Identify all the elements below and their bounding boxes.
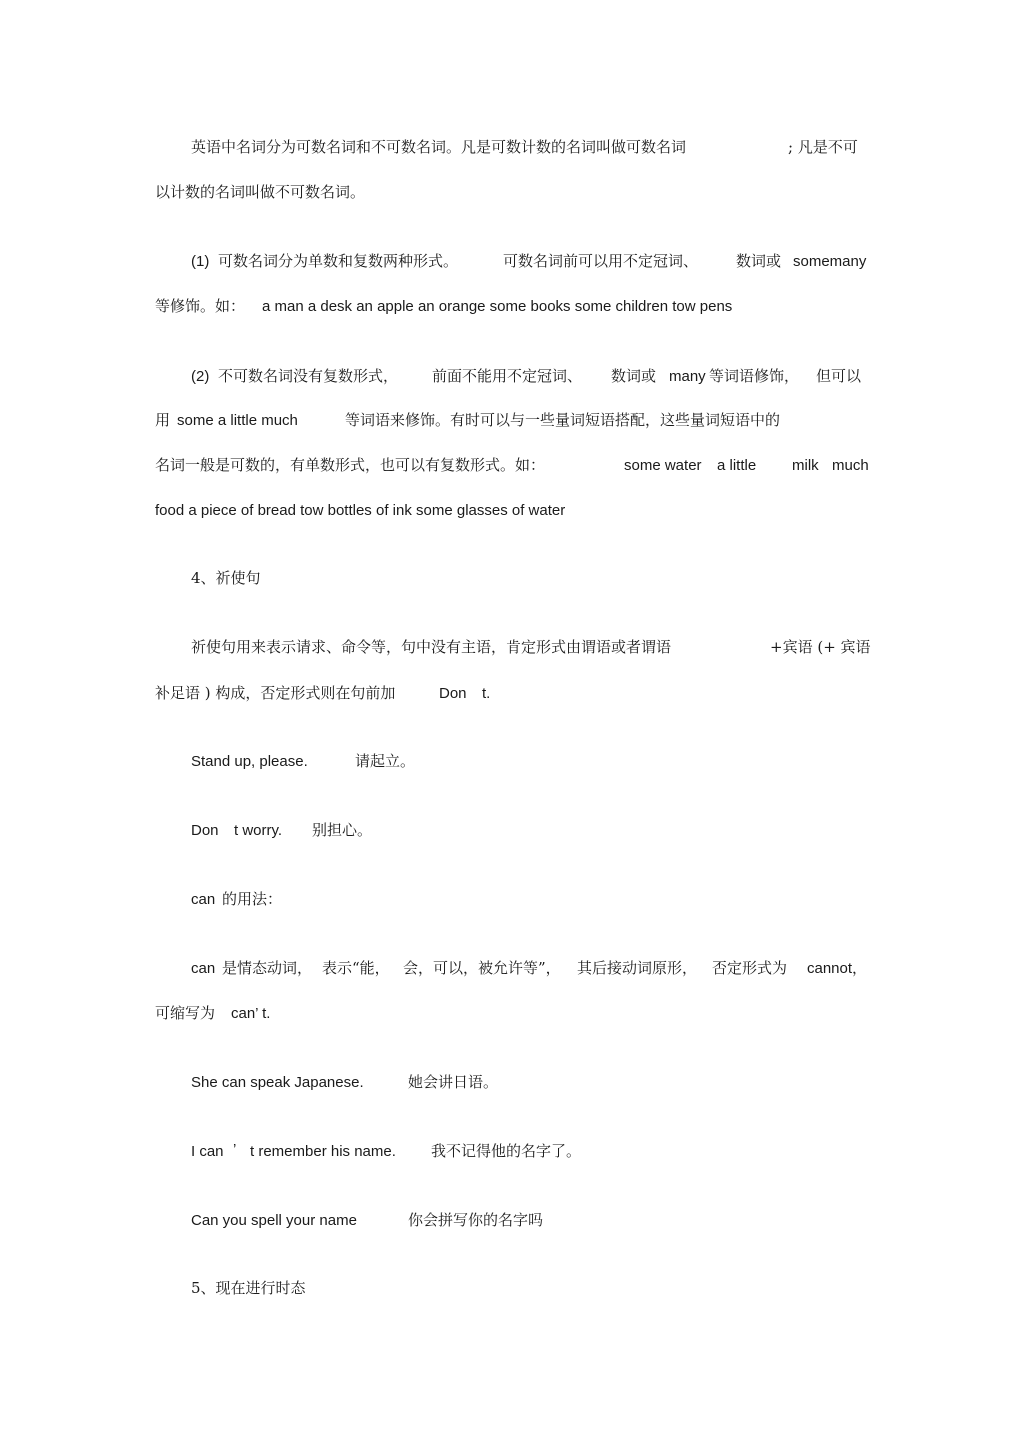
can-desc-1-c: 表示“能， bbox=[322, 959, 390, 977]
countable-desc-1: 可数名词分为单数和复数两种形式。 bbox=[218, 252, 459, 270]
imperative-dont-tail: t. bbox=[482, 685, 491, 702]
countable-number: (1) bbox=[191, 253, 210, 270]
can-desc-1-a: can bbox=[191, 960, 216, 977]
countable-desc-4: somemany bbox=[793, 253, 867, 270]
can-desc-2-a: 可缩写为 bbox=[155, 1004, 216, 1022]
imperative-example-2-en-b: t worry. bbox=[234, 822, 283, 839]
countable-examples: a man a desk an apple an orange some books some children tow pens bbox=[262, 298, 733, 315]
uncountable-line3-a: 名词一般是可数的，有单数形式，也可以有复数形式。如： bbox=[155, 456, 546, 474]
uncountable-line2-c: 等词语来修饰。有时可以与一些量词短语搭配，这些量词短语中的 bbox=[345, 411, 781, 429]
can-example-1-cn: 她会讲日语。 bbox=[408, 1073, 499, 1091]
uncountable-desc-6: 但可以 bbox=[816, 367, 862, 385]
can-example-2-cn: 我不记得他的名字了。 bbox=[431, 1142, 582, 1160]
uncountable-line4: food a piece of bread tow bottles of ink some glasses of water bbox=[155, 502, 566, 519]
can-example-2-en-b: ’ bbox=[233, 1141, 237, 1158]
can-desc-1-b: 是情态动词， bbox=[222, 959, 313, 977]
uncountable-line2-a: 用 bbox=[155, 411, 171, 429]
countable-example-label: 等修饰。如： bbox=[155, 297, 246, 315]
can-desc-2-b: can’ t. bbox=[231, 1005, 271, 1022]
uncountable-desc-5: 等词语修饰， bbox=[709, 367, 800, 385]
imperative-example-2-cn: 别担心。 bbox=[312, 821, 373, 839]
uncountable-line3-d: milk bbox=[792, 457, 819, 474]
imperative-desc-1-tail: +宾语 (+ 宾语 bbox=[770, 638, 871, 656]
can-desc-1-g: cannot， bbox=[807, 960, 868, 977]
intro-line-1-tail: ; 凡是不可 bbox=[788, 138, 858, 156]
can-heading-cn: 的用法： bbox=[222, 890, 283, 908]
can-example-3-cn: 你会拼写你的名字吗 bbox=[408, 1211, 544, 1229]
can-desc-1-f: 否定形式为 bbox=[712, 959, 788, 977]
countable-desc-3: 数词或 bbox=[736, 252, 782, 270]
imperative-example-1-cn: 请起立。 bbox=[355, 752, 416, 770]
can-example-1-en: She can speak Japanese. bbox=[191, 1074, 364, 1091]
imperative-dont: Don bbox=[439, 685, 467, 702]
can-example-2-en-a: I can bbox=[191, 1143, 224, 1160]
intro-line-1: 英语中名词分为可数名词和不可数名词。凡是可数计数的名词叫做可数名词 bbox=[191, 138, 687, 156]
imperative-example-2-en-a: Don bbox=[191, 822, 219, 839]
uncountable-desc-2: 前面不能用不定冠词、 bbox=[432, 367, 583, 385]
uncountable-line2-b: some a little much bbox=[177, 412, 298, 429]
uncountable-number: (2) bbox=[191, 368, 210, 385]
countable-desc-2: 可数名词前可以用不定冠词、 bbox=[503, 252, 699, 270]
section-5-heading: 5、现在进行时态 bbox=[191, 1279, 306, 1297]
imperative-desc-1: 祈使句用来表示请求、命令等，句中没有主语，肯定形式由谓语或者谓语 bbox=[191, 638, 672, 656]
intro-line-2: 以计数的名词叫做不可数名词。 bbox=[155, 183, 366, 201]
can-example-3-en: Can you spell your name bbox=[191, 1212, 357, 1229]
uncountable-desc-1: 不可数名词没有复数形式， bbox=[218, 367, 399, 385]
can-example-2-en-c: t remember his name. bbox=[250, 1143, 396, 1160]
uncountable-line3-e: much bbox=[832, 457, 869, 474]
imperative-example-1-en: Stand up, please. bbox=[191, 753, 308, 770]
can-desc-1-e: 其后接动词原形， bbox=[577, 959, 698, 977]
imperative-desc-2: 补足语 ) 构成，否定形式则在句前加 bbox=[155, 684, 396, 702]
uncountable-line3-c: a little bbox=[717, 457, 757, 474]
uncountable-desc-3: 数词或 bbox=[611, 367, 657, 385]
can-heading-en: can bbox=[191, 891, 216, 908]
uncountable-desc-4: many bbox=[669, 368, 706, 385]
uncountable-line3-b: some water bbox=[624, 457, 702, 474]
section-4-heading: 4、祈使句 bbox=[191, 569, 261, 587]
can-desc-1-d: 会，可以，被允许等”， bbox=[403, 959, 561, 977]
